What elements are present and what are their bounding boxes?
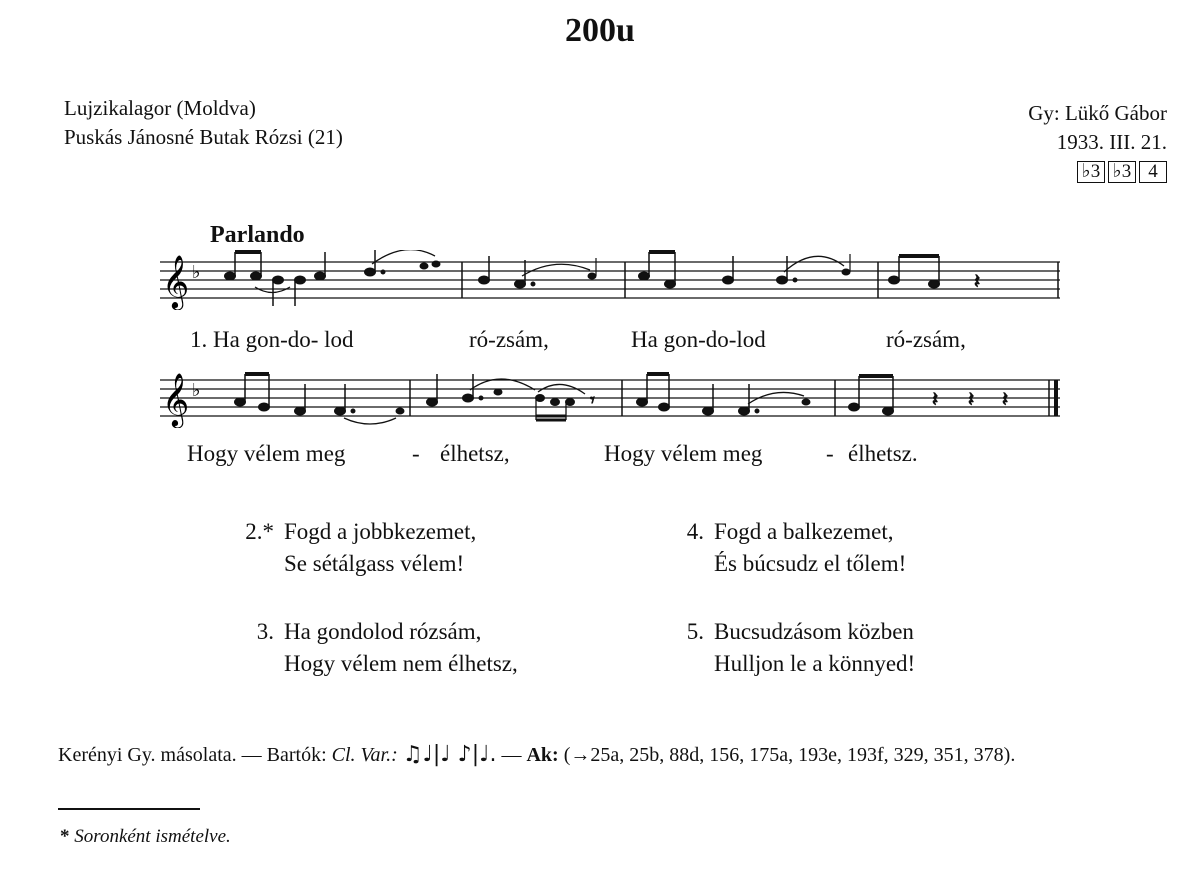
svg-text:𝄽: 𝄽 [968,387,975,411]
music-staff-1 [160,250,1065,310]
lyric-line1-part3: Ha gon-do-lod [631,327,766,352]
location: Lujzikalagor (Moldva) [64,96,256,120]
footnote [60,826,231,848]
lyric-line1-part4: ró-zsám, [886,327,966,352]
verse-4 [660,516,906,580]
notes-measure-6 [427,374,596,420]
lyric-line1-part1: 1. Ha gon-do- lod [190,327,354,352]
notes-variant-label: Cl. Var.: [331,744,398,766]
footnote-text: Soronként ismételve. [74,826,231,847]
svg-text:𝄽: 𝄽 [932,387,939,411]
verse-number: 5. [686,619,704,644]
code-box: 4 [1139,161,1167,183]
code-box: ♭3 [1077,161,1105,183]
collector: Gy: Lükő Gábor [1028,101,1167,125]
svg-text:𝄽: 𝄽 [1002,387,1009,411]
verse-line: Bucsudzásom közben [714,619,914,644]
verse-2 [230,516,476,580]
lyric-line2-hyphen1: - [412,441,420,466]
verse-5 [660,616,915,680]
footnote-divider [58,808,200,810]
verse-line: Fogd a jobbkezemet, [284,519,477,544]
verse-number: 3. [256,619,274,644]
verse-number: 2.* [245,519,274,544]
verse-line: Ha gondolod rózsám, [284,619,482,644]
source-notes [58,740,1178,770]
lyric-line2-part1: Hogy vélem meg [187,441,346,466]
notes-measure-8 [849,376,1009,415]
verse-line: És búcsudz el tőlem! [714,551,907,576]
date: 1933. III. 21. [1056,130,1167,154]
verse-line: Hogy vélem nem élhetsz, [284,651,518,676]
notes-text: Kerényi Gy. másolata. — Bartók: [58,744,327,766]
svg-text:𝄾: 𝄾 [590,390,595,411]
tempo-marking: Parlando [210,222,305,248]
treble-clef-icon: 𝄞 [162,254,190,308]
svg-text:𝄽: 𝄽 [974,269,981,293]
verse-number: 4. [686,519,704,544]
flat-key-signature-icon: ♭ [192,380,201,401]
notes-measure-2 [479,256,597,288]
header-left [64,94,343,152]
singer: Puskás Jánosné Butak Rózsi (21) [64,125,343,149]
lyric-line1-part2: ró-zsám, [469,327,549,352]
code-box: ♭3 [1108,161,1136,183]
lyric-line2-part4: élhetsz. [848,441,918,466]
lyric-line2-part2: élhetsz, [440,441,510,466]
flat-key-signature-icon: ♭ [192,262,201,283]
lyric-line2-hyphen2: - [826,441,834,466]
notes-ak-label: Ak: [526,744,559,766]
page-title: 200u [565,12,635,49]
rhythm-pattern-icon: ♫♩|♩ ♪|♩. [402,742,497,767]
treble-clef-icon: 𝄞 [162,372,190,426]
verse-line: Se sétálgass vélem! [284,551,465,576]
notes-references: (→25a, 25b, 88d, 156, 175a, 193e, 193f, 329, 351, 378). [563,744,1016,766]
notes-dash: — [501,744,522,766]
verse-3 [230,616,518,680]
classification-codes [1028,161,1167,183]
verse-line: Fogd a balkezemet, [714,519,894,544]
footnote-mark: * [60,826,70,847]
music-staff-2 [160,368,1065,428]
lyric-line2-part3: Hogy vélem meg [604,441,763,466]
notes-measure-3 [639,252,851,288]
verse-line: Hulljon le a könnyed! [714,651,916,676]
header-right [1028,99,1167,183]
